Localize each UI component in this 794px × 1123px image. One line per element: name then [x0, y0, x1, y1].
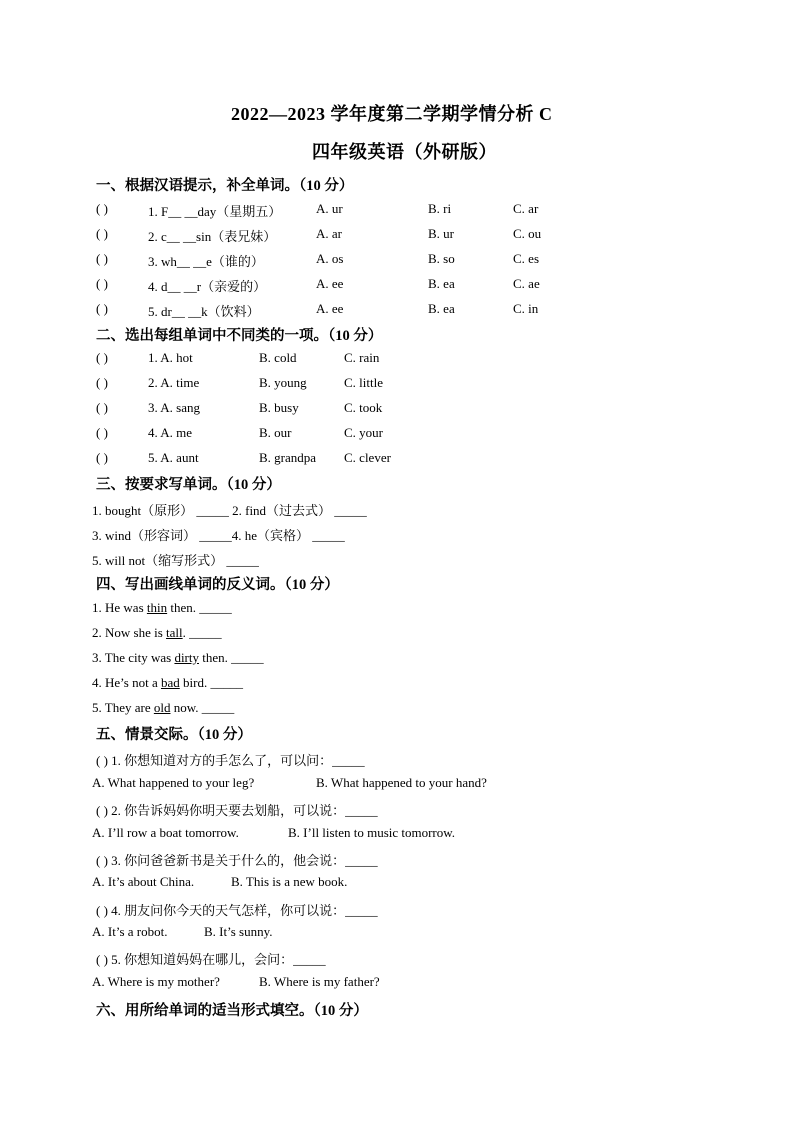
option-a: 4. A. me [148, 425, 193, 440]
section-5-question: ( ) 1. 你想知道对方的手怎么了，可以问：_____ [96, 753, 365, 768]
option-c: C. your [344, 425, 383, 440]
option-a: A. I’ll row a boat tomorrow. [92, 825, 239, 840]
option-a: 2. A. time [148, 375, 200, 390]
answer-bracket[interactable]: ( ) [96, 226, 108, 241]
option-b: B. I’ll listen to music tomorrow. [288, 825, 456, 840]
page-title: 2022—2023 学年度第二学期学情分析 C [231, 104, 553, 124]
option-b: B. our [259, 425, 292, 440]
option-a: A. os [316, 251, 344, 266]
option-b: B. It’s sunny. [204, 924, 273, 939]
option-a: A. ur [316, 201, 343, 216]
section-4-item: 4. He’s not a bad bird. _____ [92, 675, 243, 690]
section-4-heading: 四、写出画线单词的反义词。（10 分） [96, 577, 339, 593]
section-5-heading: 五、情景交际。（10 分） [96, 727, 252, 743]
question-text: 1. F__ __day（星期五） [148, 204, 282, 219]
section-5-question: ( ) 2. 你告诉妈妈你明天要去划船，可以说：_____ [96, 803, 378, 818]
underlined-word: old [153, 700, 171, 715]
section-4-item: 3. The city was dirty then. _____ [92, 650, 264, 665]
option-c: C. little [344, 375, 383, 390]
option-b: B. young [259, 375, 307, 390]
option-b: B. This is a new book. [231, 874, 348, 889]
question-text: 2. c__ __sin（表兄妹） [148, 229, 277, 244]
answer-bracket[interactable]: ( ) [96, 301, 108, 316]
underlined-word: dirty [174, 650, 199, 665]
option-a: A. ee [316, 276, 344, 291]
section-5-question: ( ) 3. 你问爸爸新书是关于什么的，他会说：_____ [96, 853, 378, 868]
underlined-word: bad [160, 675, 180, 690]
option-a: A. Where is my mother? [92, 974, 220, 989]
section-4-item: 2. Now she is tall. _____ [92, 625, 222, 640]
section-4-item: 1. He was thin then. _____ [92, 600, 232, 615]
option-b: B. cold [259, 350, 297, 365]
option-b: B. ea [428, 301, 455, 316]
section-3-heading: 三、按要求写单词。（10 分） [96, 477, 281, 493]
answer-bracket[interactable]: ( ) [96, 350, 108, 365]
section-5-question: ( ) 5. 你想知道妈妈在哪儿，会问：_____ [96, 952, 326, 967]
answer-bracket[interactable]: ( ) [96, 400, 108, 415]
option-a: A. What happened to your leg? [92, 775, 255, 790]
section-6-heading: 六、用所给单词的适当形式填空。（10 分） [96, 1003, 368, 1019]
question-text: 3. wh__ __e（谁的） [148, 254, 264, 269]
option-a: A. It’s a robot. [92, 924, 168, 939]
underlined-word: thin [146, 600, 168, 615]
option-c: C. es [513, 251, 539, 266]
option-c: C. took [344, 400, 383, 415]
answer-bracket[interactable]: ( ) [96, 450, 108, 465]
option-c: C. ou [513, 226, 542, 241]
section-5-question: ( ) 4. 朋友问你今天的天气怎样，你可以说：_____ [96, 903, 378, 918]
section-1-heading: 一、根据汉语提示，补全单词。（10 分） [96, 178, 354, 194]
option-c: C. in [513, 301, 539, 316]
section-3-line: 5. will not（缩写形式） _____ [92, 553, 259, 568]
answer-bracket[interactable]: ( ) [96, 251, 108, 266]
answer-bracket[interactable]: ( ) [96, 201, 108, 216]
question-text: 4. d__ __r（亲爱的） [148, 279, 267, 294]
option-c: C. rain [344, 350, 380, 365]
section-4-item: 5. They are old now. _____ [92, 700, 235, 715]
answer-bracket[interactable]: ( ) [96, 425, 108, 440]
option-a: A. ee [316, 301, 344, 316]
option-b: B. so [428, 251, 455, 266]
section-2-heading: 二、选出每组单词中不同类的一项。（10 分） [96, 328, 383, 344]
option-b: B. ri [428, 201, 452, 216]
section-3-line: 3. wind（形容词） _____4. he（宾格） _____ [92, 528, 345, 543]
option-b: B. ea [428, 276, 455, 291]
option-b: B. What happened to your hand? [316, 775, 487, 790]
option-b: B. busy [259, 400, 299, 415]
underlined-word: tall [166, 625, 183, 640]
option-b: B. grandpa [259, 450, 317, 465]
option-c: C. clever [344, 450, 391, 465]
question-text: 5. dr__ __k（饮料） [148, 304, 260, 319]
option-a: 3. A. sang [148, 400, 200, 415]
option-c: C. ae [513, 276, 540, 291]
option-a: A. It’s about China. [92, 874, 195, 889]
section-3-line: 1. bought（原形） _____ 2. find（过去式） _____ [92, 503, 367, 518]
option-b: B. ur [428, 226, 454, 241]
option-a: 5. A. aunt [148, 450, 199, 465]
answer-bracket[interactable]: ( ) [96, 276, 108, 291]
page-subtitle: 四年级英语（外研版） [312, 142, 497, 162]
option-a: 1. A. hot [148, 350, 193, 365]
option-c: C. ar [513, 201, 539, 216]
answer-bracket[interactable]: ( ) [96, 375, 108, 390]
option-b: B. Where is my father? [259, 974, 380, 989]
option-a: A. ar [316, 226, 342, 241]
